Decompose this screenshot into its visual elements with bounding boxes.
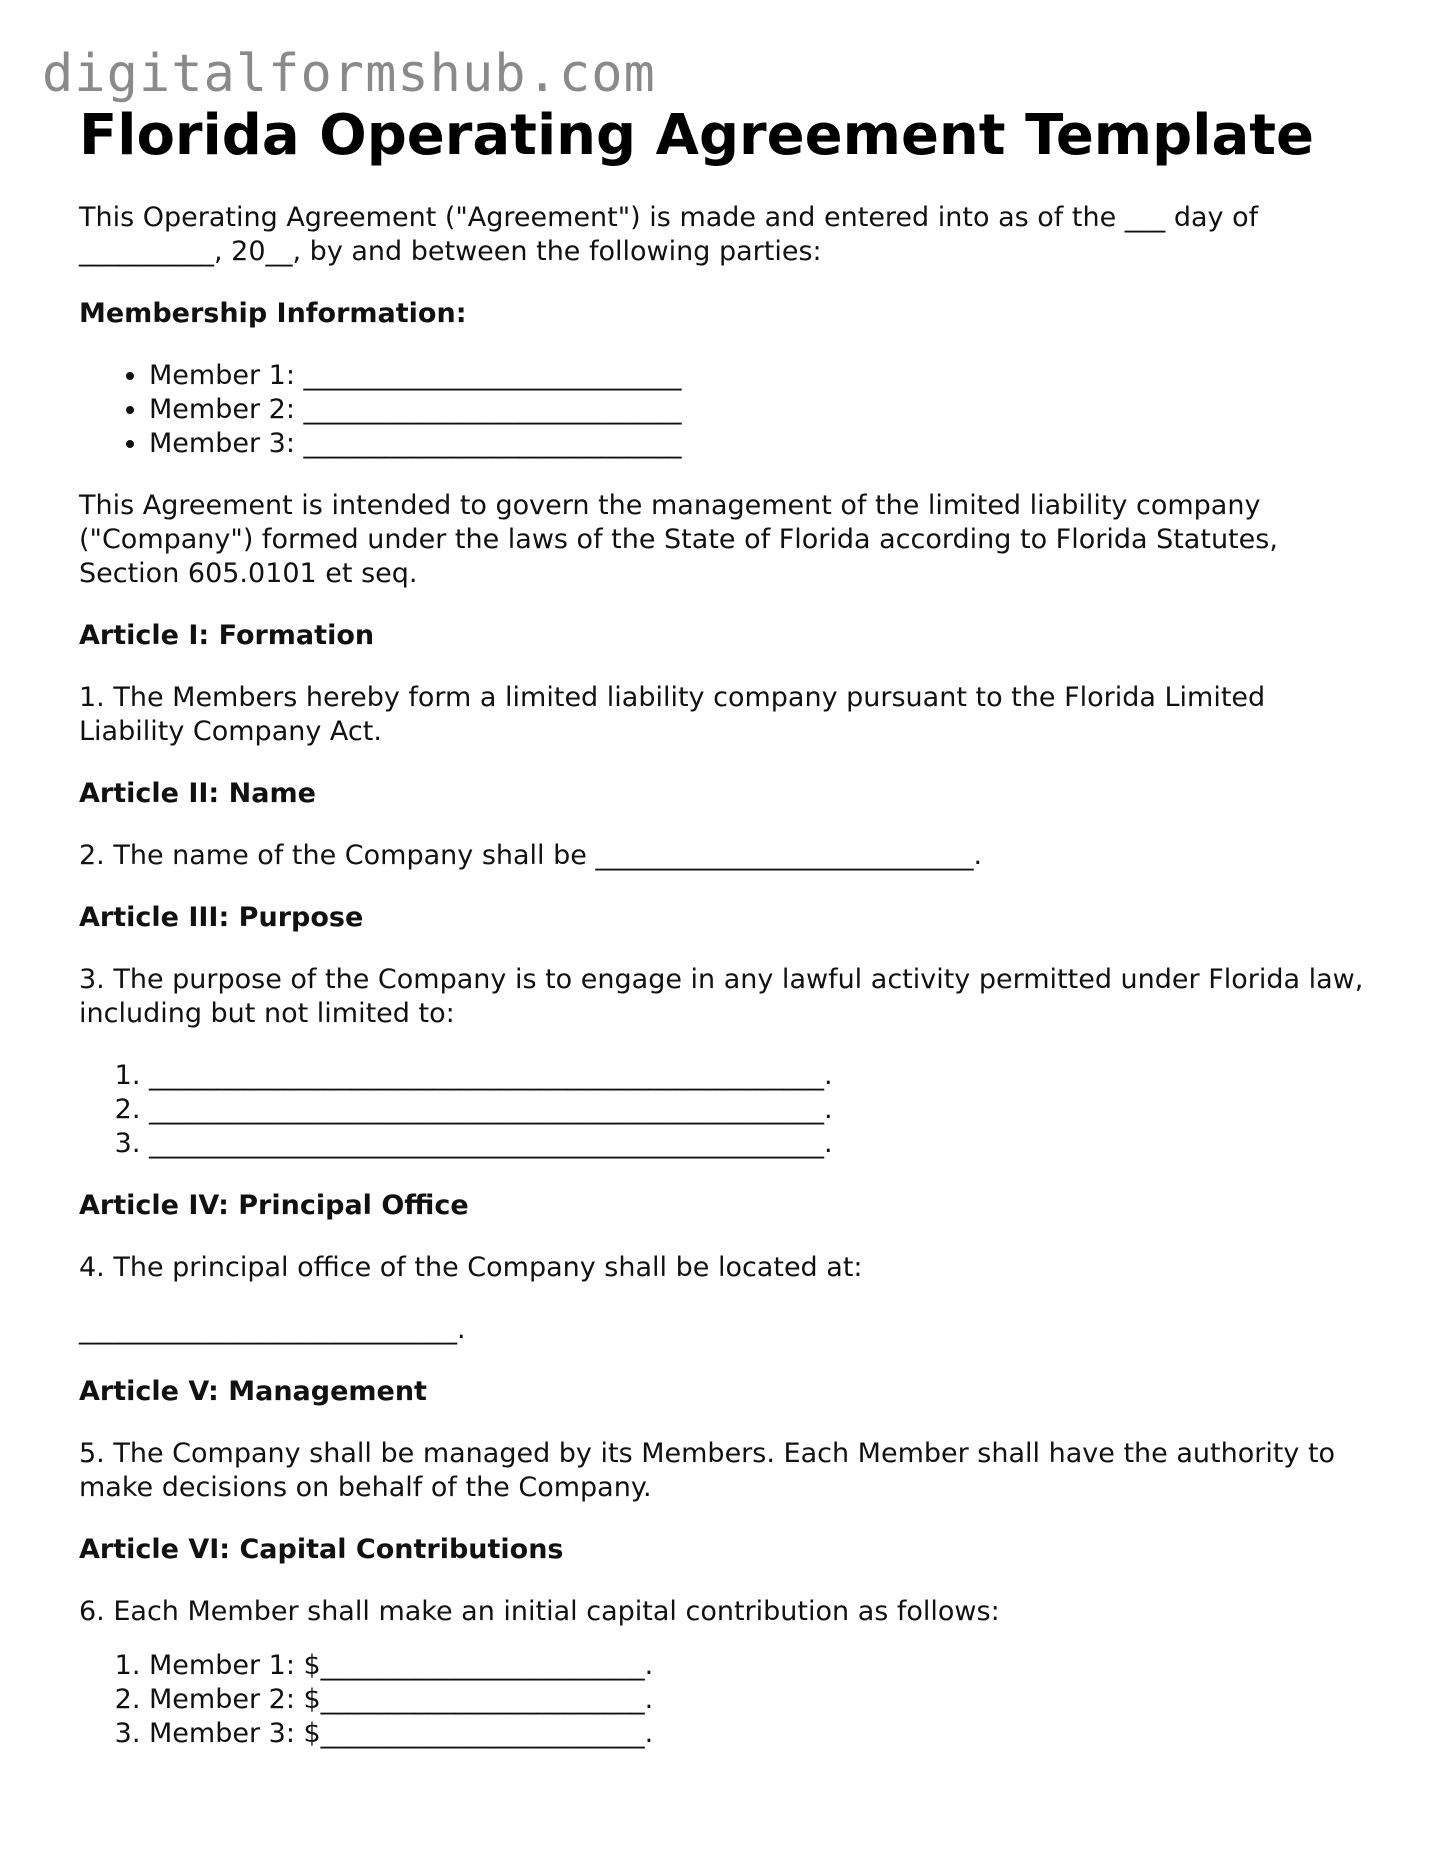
member-list: [79, 359, 1369, 461]
article-5-heading: Article V: Management: [79, 1376, 427, 1407]
article-4-text: 4. The principal office of the Company shall be located at:: [79, 1252, 863, 1283]
capital-item-1: 1. Member 1: $________________________.: [149, 1649, 1369, 1683]
membership-heading: Membership Information:: [79, 298, 467, 329]
purpose-item-1: 1. __________________________________________________.: [149, 1059, 1369, 1093]
office-address-blank: ____________________________.: [79, 1314, 466, 1345]
article-1-heading: Article I: Formation: [79, 620, 375, 651]
article-1-text: 1. The Members hereby form a limited liability company pursuant to the Florida Limited Liability Company Act.: [79, 682, 1266, 747]
article-2-text: 2. The name of the Company shall be ____________________________.: [79, 840, 983, 871]
article-3-heading: Article III: Purpose: [79, 902, 364, 933]
member-3-line: • Member 3: ____________________________: [149, 427, 1369, 461]
article-2-heading: Article II: Name: [79, 778, 316, 809]
intro-paragraph: This Operating Agreement ("Agreement") is made and entered into as of the ___ day of __________, 20__, by and between the following parties:: [79, 202, 1259, 267]
article-5-text: 5. The Company shall be managed by its Members. Each Member shall have the authority to make decisions on behalf of the Company.: [79, 1438, 1336, 1503]
article-3-text: 3. The purpose of the Company is to engage in any lawful activity permitted under Florida law, including but not limited to:: [79, 964, 1364, 1029]
watermark: digitalformshub.com: [42, 44, 656, 104]
member-2-line: • Member 2: ____________________________: [149, 393, 1369, 427]
governance-paragraph: This Agreement is intended to govern the management of the limited liability company ("Company") formed under the laws of the State of Florida according to Florida Statutes, Section 605.0101 et seq.: [79, 490, 1278, 589]
purpose-item-2: 2. __________________________________________________.: [149, 1093, 1369, 1127]
purpose-item-3: 3. __________________________________________________.: [149, 1127, 1369, 1161]
capital-item-3: 3. Member 3: $________________________.: [149, 1717, 1369, 1751]
capital-item-2: 2. Member 2: $________________________.: [149, 1683, 1369, 1717]
capital-list: [79, 1649, 1369, 1751]
purpose-list: [79, 1059, 1369, 1161]
article-6-text: 6. Each Member shall make an initial capital contribution as follows:: [79, 1596, 1000, 1627]
article-6-heading: Article VI: Capital Contributions: [79, 1534, 564, 1565]
document-title: Florida Operating Agreement Template: [79, 103, 1314, 168]
document-page: [79, 98, 1369, 1751]
article-4-heading: Article IV: Principal Office: [79, 1190, 469, 1221]
member-1-line: • Member 1: ____________________________: [149, 359, 1369, 393]
